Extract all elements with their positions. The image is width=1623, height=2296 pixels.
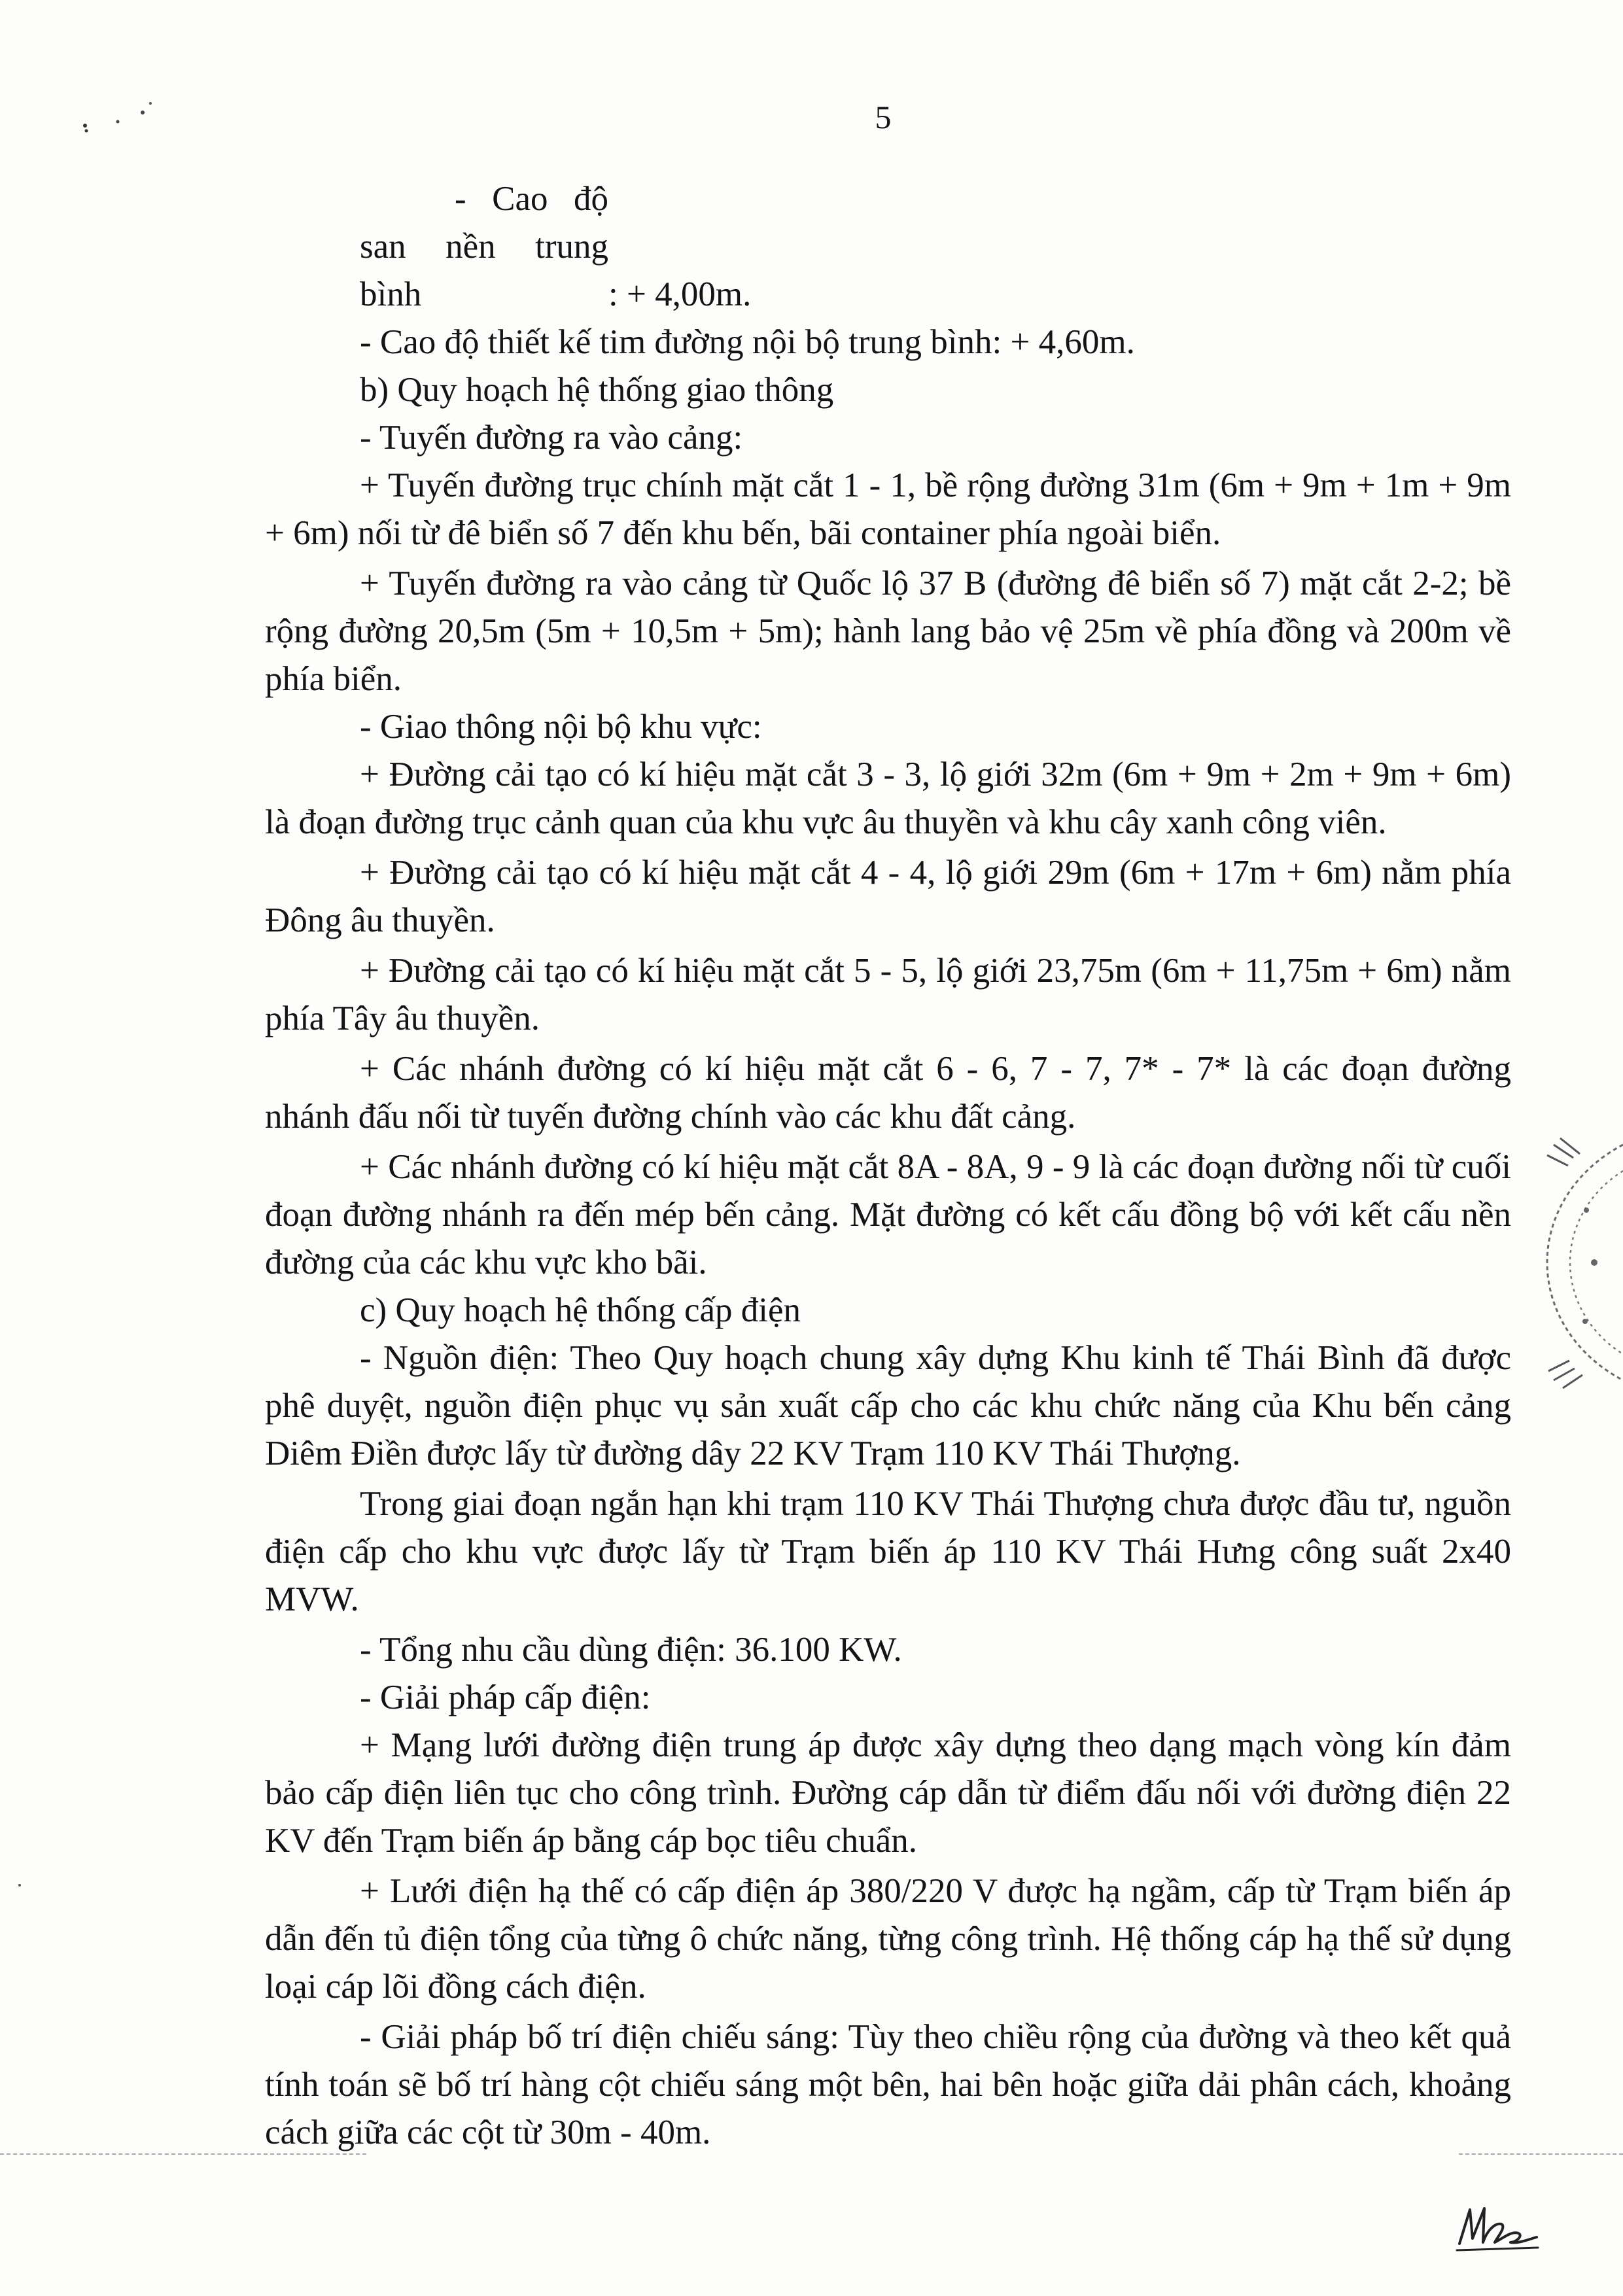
paragraph-power-source: - Nguồn điện: Theo Quy hoạch chung xây dựng Khu kinh tế Thái Bình đã được phê duyệt, nguồn điện phục vụ sản xuất cấp cho các khu chức năng của Khu bến cảng Diêm Điền được lấy từ đường dây 22 KV Trạm 110 KV Thái Thượng.	[265, 1339, 1511, 1472]
leveling-label: - Cao độ san nền trung bình	[360, 180, 608, 313]
paragraph-road-section-5: + Đường cải tạo có kí hiệu mặt cắt 5 - 5, lộ giới 23,75m (6m + 11,75m + 6m) nằm phía Tây âu thuyền.	[265, 952, 1511, 1037]
paragraph-street-lighting: - Giải pháp bố trí điện chiếu sáng: Tùy theo chiều rộng của đường và theo kết quả tính toán sẽ bố trí hàng cột chiếu sáng một bên, hai bên hoặc giữa dải phân cách, khoảng cách giữa các cột từ 30m - 40m.	[265, 2018, 1511, 2151]
heading-transport-planning: b) Quy hoạch hệ thống giao thông	[360, 371, 834, 409]
paragraph-total-demand: - Tổng nhu cầu dùng điện: 36.100 KW.	[360, 1631, 902, 1669]
cut-line-right	[1459, 2153, 1623, 2155]
paragraph-internal-traffic: - Giao thông nội bộ khu vực:	[360, 708, 762, 746]
paragraph-supply-solution: - Giải pháp cấp điện:	[360, 1679, 651, 1716]
page-number: 5	[875, 99, 892, 135]
initials-signature	[1456, 2204, 1541, 2253]
paragraph-road-section-3: + Đường cải tạo có kí hiệu mặt cắt 3 - 3, lộ giới 32m (6m + 9m + 2m + 9m + 6m) là đoạn đường trục cảnh quan của khu vực âu thuyền và khu cây xanh công viên.	[265, 756, 1511, 841]
heading-power-supply-planning: c) Quy hoạch hệ thống cấp điện	[360, 1291, 801, 1329]
document-body	[265, 175, 1511, 2157]
scan-speck-marks	[77, 98, 175, 137]
margin-speck	[18, 1884, 21, 1887]
leveling-value: : + 4,00m.	[608, 275, 752, 313]
paragraph-leveling-elevation	[265, 175, 1511, 319]
cut-line-left	[0, 2153, 366, 2155]
paragraph-port-access-routes: - Tuyến đường ra vào cảng:	[360, 419, 743, 457]
partial-seal-stamp	[1534, 1132, 1623, 1393]
paragraph-medium-voltage-grid: + Mạng lưới đường điện trung áp được xây dựng theo dạng mạch vòng kín đảm bảo cấp điện liên tục cho công trình. Đường cáp dẫn từ điểm đấu nối với đường điện 22 KV đến Trạm biến áp bằng cáp bọc tiêu chuẩn.	[265, 1726, 1511, 1860]
paragraph-road-elevation: - Cao độ thiết kế tim đường nội bộ trung bình: + 4,60m.	[360, 323, 1135, 361]
paragraph-main-axis-road: + Tuyến đường trục chính mặt cắt 1 - 1, bề rộng đường 31m (6m + 9m + 1m + 9m + 6m) nối từ đê biển số 7 đến khu bến, bãi container phía ngoài biển.	[265, 466, 1511, 552]
paragraph-road-section-4: + Đường cải tạo có kí hiệu mặt cắt 4 - 4, lộ giới 29m (6m + 17m + 6m) nằm phía Đông âu thuyền.	[265, 854, 1511, 939]
paragraph-short-term-supply: Trong giai đoạn ngắn hạn khi trạm 110 KV Thái Thượng chưa được đầu tư, nguồn điện cấp cho khu vực được lấy từ Trạm biến áp 110 KV Thái Hưng công suất 2x40 MVW.	[265, 1485, 1511, 1618]
paragraph-low-voltage-grid: + Lưới điện hạ thế có cấp điện áp 380/220 V được hạ ngầm, cấp từ Trạm biến áp dẫn đến tủ điện tổng của từng ô chức năng, từng công trình. Hệ thống cáp hạ thế sử dụng loại cáp lõi đồng cách điện.	[265, 1872, 1511, 2006]
paragraph-branch-roads-6-7: + Các nhánh đường có kí hiệu mặt cắt 6 - 6, 7 - 7, 7* - 7* là các đoạn đường nhánh đấu nối từ tuyến đường chính vào các khu đất cảng.	[265, 1050, 1511, 1136]
paragraph-access-road-ql37b: + Tuyến đường ra vào cảng từ Quốc lộ 37 B (đường đê biển số 7) mặt cắt 2-2; bề rộng đường 20,5m (5m + 10,5m + 5m); hành lang bảo vệ 25m về phía đồng và 200m về phía biển.	[265, 565, 1511, 698]
paragraph-branch-roads-8a-9: + Các nhánh đường có kí hiệu mặt cắt 8A - 8A, 9 - 9 là các đoạn đường nối từ cuối đoạn đường nhánh ra đến mép bến cảng. Mặt đường có kết cấu đồng bộ với kết cấu nền đường của các khu vực kho bãi.	[265, 1148, 1511, 1281]
